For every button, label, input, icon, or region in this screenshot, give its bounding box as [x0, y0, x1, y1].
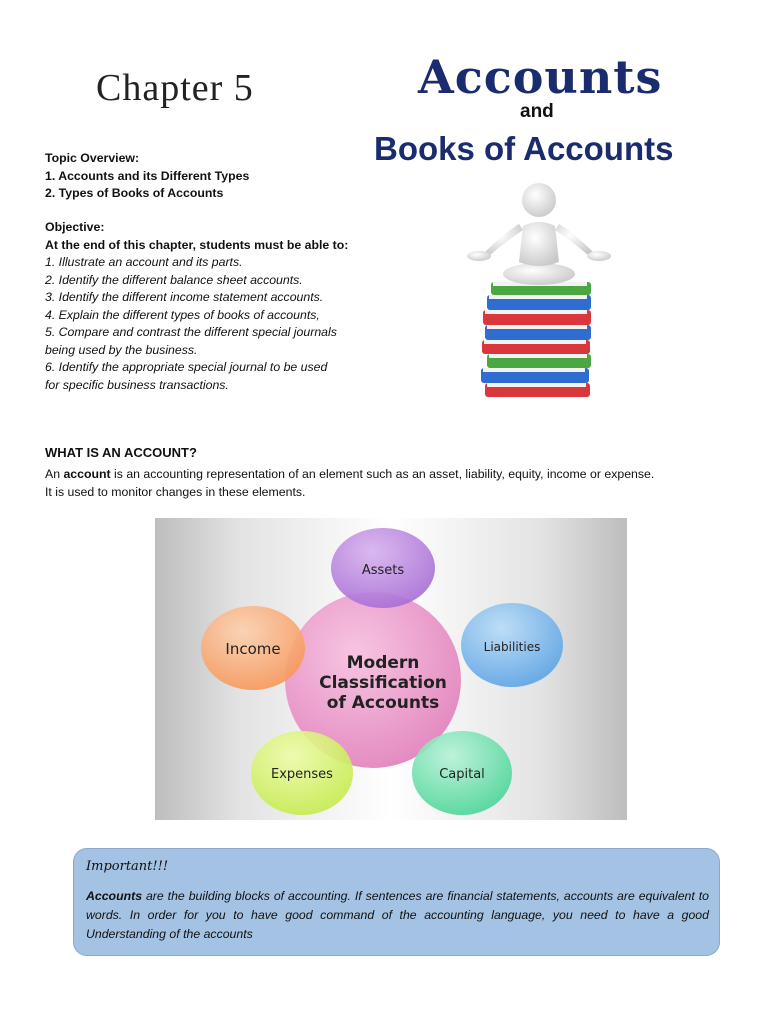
- important-term: Accounts: [86, 889, 143, 903]
- important-label: Important!!!: [86, 859, 169, 874]
- objective-item: 5. Compare and contrast the different special journals: [45, 325, 337, 339]
- topic-overview-label: Topic Overview:: [45, 151, 140, 165]
- topic-item: 2. Types of Books of Accounts: [45, 186, 224, 200]
- node-label-assets: Assets: [361, 563, 405, 578]
- definition-prefix: An: [45, 467, 64, 481]
- topic-item: 1. Accounts and its Different Types: [45, 168, 250, 183]
- important-text: [86, 887, 709, 944]
- title-accounts: Accounts: [418, 50, 663, 104]
- center-label-line2: Classification: [319, 673, 447, 693]
- objective-item: 6. Identify the appropriate special journal to be used: [45, 360, 328, 374]
- topic-overview: [45, 150, 365, 203]
- objective-item: 4. Explain the different types of books of accounts,: [45, 307, 320, 322]
- meditating-figure: [467, 183, 611, 285]
- node-label-capital: Capital: [439, 767, 485, 782]
- title-and: and: [520, 101, 554, 122]
- definition-text: is an accounting representation of an element such as an asset, liability, equity, income or expense.: [110, 467, 655, 481]
- important-body-text: are the building blocks of accounting. If sentences are financial statements, accounts are equivalent to words. In order for you to have good command of the accounting language, you need to have a good Understanding of the accounts: [86, 889, 709, 941]
- objective-item: 1. Illustrate an account and its parts.: [45, 255, 243, 269]
- objective-section: [45, 219, 365, 394]
- definition-term: account: [63, 467, 111, 481]
- node-label-liabilities: Liabilities: [483, 640, 541, 654]
- objective-item: 3. Identify the different income statement accounts.: [45, 290, 324, 304]
- center-label-line3: of Accounts: [326, 693, 440, 713]
- objective-item: being used by the business.: [45, 342, 198, 357]
- title-books-of-accounts: Books of Accounts: [374, 130, 674, 167]
- objective-item: for specific business transactions.: [45, 377, 229, 392]
- objective-item: 2. Identify the different balance sheet accounts.: [45, 272, 303, 287]
- definition-line2: It is used to monitor changes in these elements.: [45, 485, 306, 499]
- objective-intro: At the end of this chapter, students must be able to:: [45, 237, 349, 252]
- account-definition: [45, 465, 725, 501]
- node-label-income: Income: [225, 640, 281, 658]
- chapter-title: Chapter 5: [96, 67, 254, 109]
- objective-label: Objective:: [45, 220, 105, 234]
- center-label-line1: Modern: [346, 653, 420, 673]
- node-label-expenses: Expenses: [271, 767, 333, 782]
- figure-on-books-illustration: [455, 178, 615, 402]
- important-callout: [73, 848, 720, 956]
- section-heading: WHAT IS AN ACCOUNT?: [45, 445, 197, 460]
- book-stack: [481, 282, 591, 397]
- classification-diagram: [155, 518, 627, 820]
